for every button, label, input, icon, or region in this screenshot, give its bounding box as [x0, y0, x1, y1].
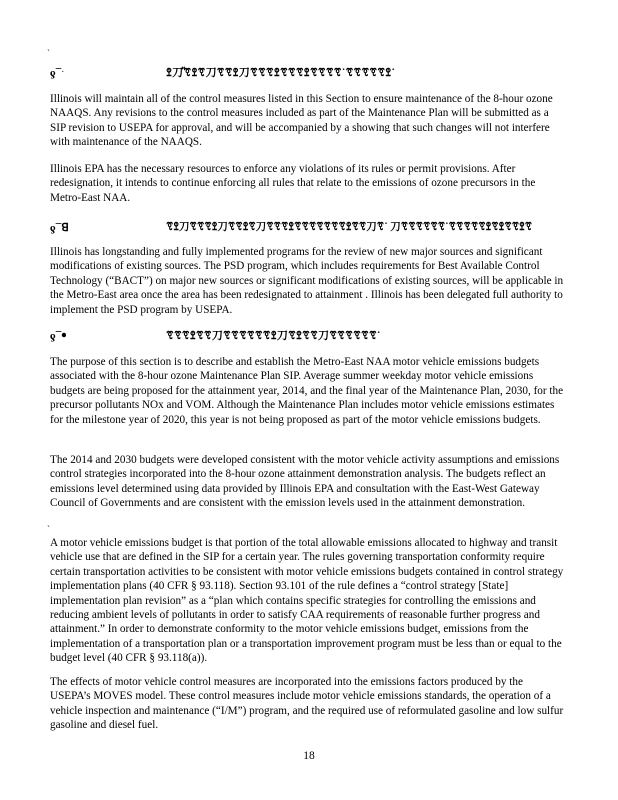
section-title-2: ꗦꖶ刀ꗦꗦꗦꖶ刀ꗦꗦꖶꗦ刀ꗦꗦꗦꖶꗦꗦꗦꗦꗦꗦꗦꖶꗦꗦ刀ꗦ˙ 刀ꗦꗦꗦꗦꗦꗦ˙ꗦꗦꗦꗦꗦꖶꗦꖶꗦꗦꖶꗦ	[166, 222, 533, 233]
paragraph-psd-program: Illinois has longstanding and fully implemented programs for the review of new major sources and significant modifications of existing sources. The PSD program, which includes requirements for Best Available Control Technology (“BACT”) on major new sources or significant modifications of existing sources, will be applicable in the Metro-East area once the area has been redesignated to attainment . Illinois has been delegated full authority to implement the PSD program by USEPA.	[50, 246, 564, 316]
stray-mark: ˎ	[47, 41, 50, 51]
paragraph-moves-model: The effects of motor vehicle control measures are incorporated into the emissions factors produced by the USEPA’s MOVES model. These control measures include motor vehicle emissions standards, the operation of a vehicle inspection and maintenance (“I/M”) program, and the required use of reformulated gasoline and low sulfur gasoline and diesel fuel.	[50, 676, 564, 732]
paragraph-budget-development: The 2014 and 2030 budgets were developed consistent with the motor vehicle activity assumptions and emissions control strategies incorporated into the 8-hour ozone attainment demonstration analysis. The budgets reflect an emissions level determined using data provided by Illinois EPA and consultation with the East-West Gateway Council of Governments and are consistent with the emission levels used in the attainment demonstration.	[50, 454, 560, 510]
section-heading-3	[50, 328, 616, 344]
stray-mark-2: ˎ	[47, 517, 50, 527]
paragraph-control-measures: Illinois will maintain all of the control measures listed in this Section to ensure maintenance of the 8-hour ozone NAAQS. Any revisions to the control measures included as part of the Maintenance Plan will be submitted as a SIP revision to USEPA for approval, and will be accompanied by a showing that such changes will not interfere with maintenance of the NAAQS.	[50, 93, 553, 149]
page-number: 18	[303, 750, 315, 762]
section-number-1: ƍ¯ˑ	[50, 67, 65, 79]
paragraph-budget-definition: A motor vehicle emissions budget is that portion of the total allowable emissions allocated to highway and transit vehicle use that are defined in the SIP for a certain year. The rules governing transportation conformity require certain transportation activities to be consistent with motor vehicle emissions budgets contained in control strategy implementation plans (40 CFR § 93.118). Section 93.101 of the rule defines a “control strategy [State] implementation plan revision” as a “plan which contains specific strategies for controlling the emissions and reducing ambient levels of pollutants in order to satisfy CAA requirements of reasonable further progress and attainment.” In order to demonstrate conformity to the motor vehicle emissions budget, emissions from the implementation of a transportation plan or a transportation improvement program must be less than or equal to the budget level (40 CFR § 93.118(a)).	[50, 537, 564, 665]
section-heading-1	[50, 65, 616, 81]
paragraph-enforcement: Illinois EPA has the necessary resources to enforce any violations of its rules or permit provisions. After redesignation, it intends to continue enforcing all rules that relate to the emissions of ozone precursors in the Metro-East NAA.	[50, 163, 536, 204]
paragraph-budget-purpose: The purpose of this section is to describe and establish the Metro-East NAA motor vehicle emissions budgets associated with the 8-hour ozone Maintenance Plan SIP. Average summer weekday motor vehicle emissions budgets are being proposed for the attainment year, 2014, and the final year of the Maintenance Plan, 2030, for the precursor pollutants NOx and VOM. Although the Maintenance Plan includes motor vehicle emissions estimates for the milestone year of 2020, this year is not being proposed as part of the motor vehicle emissions budgets.	[50, 356, 564, 426]
section-title-1: ꖶ刀ꙵꗦꖶꗦ刀ꗦꗦꖶ刀ꗦꗦꗦꖶꗦꗦꗦꖶꗦꗦꗦꗦ˙ꗦꗦꗦꗦꗦꖶ˙	[166, 67, 396, 79]
section-number-2: ƍ¯ꓭ	[50, 222, 69, 234]
section-title-3: ꗦꗦꗦꖶꗦꗦ刀ꗦꗦꗦꗦꗦꗦꖶ刀ꗦꖶꗦꗦ刀ꗦꗦꗦꗦꗦꗦ˙	[166, 330, 381, 342]
section-number-3: ƍ¯ꔷ	[50, 330, 67, 342]
section-heading-2	[50, 220, 616, 236]
